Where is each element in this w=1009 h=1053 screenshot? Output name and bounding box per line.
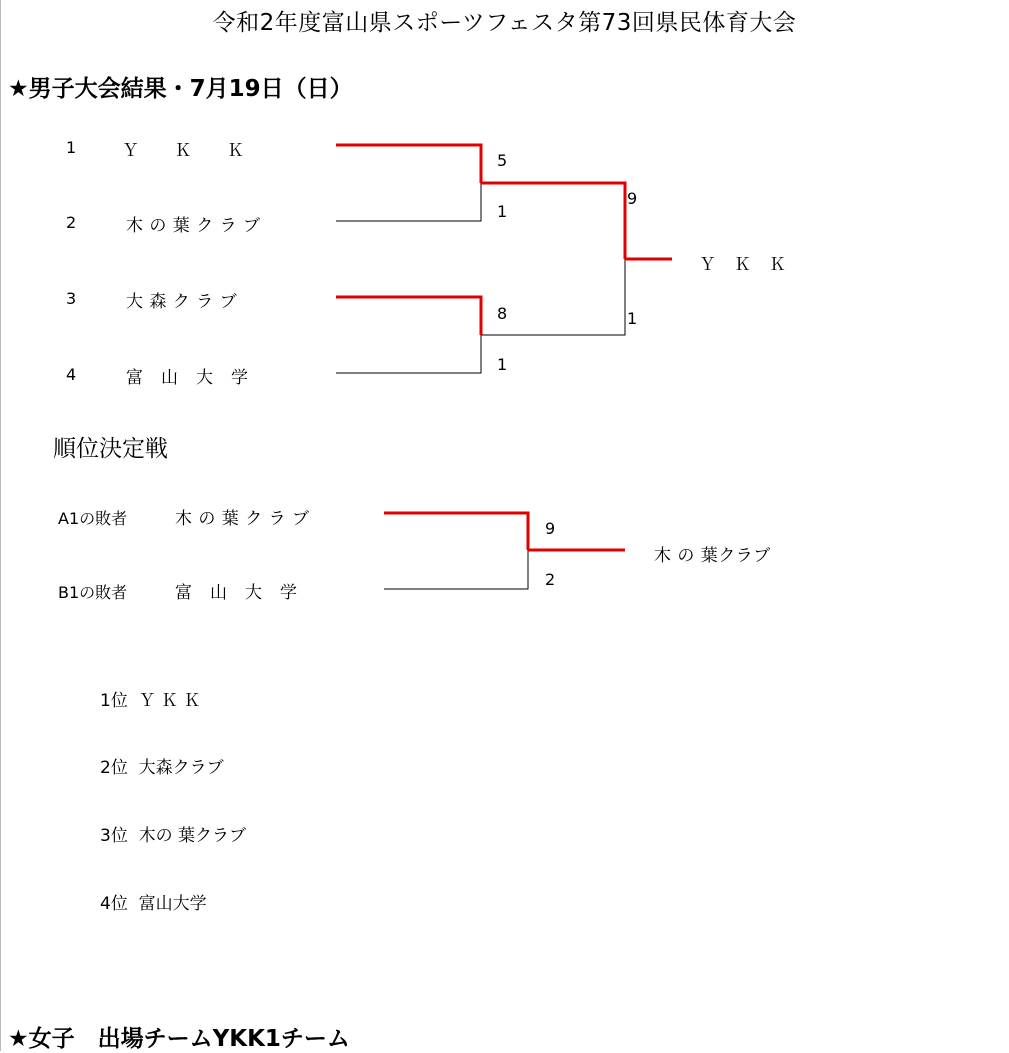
ranking-place: 3位 [100,826,128,846]
bracket-team-toyama-univ: 富 山 大 学 [126,368,249,388]
match-score: 9 [545,519,556,538]
bracket-line-loser [481,259,625,335]
match-score: 1 [497,202,508,221]
seed-number: 2 [66,213,77,232]
match-score: 1 [497,355,508,374]
placement-winner: 木 の 葉クラブ [654,546,771,566]
match-score: 5 [497,151,508,170]
placement-entry-label: B1の敗者 [58,583,128,602]
match-score: 9 [627,189,638,208]
page-title: 令和2年度富山県スポーツフェスタ第73回県民体育大会 [212,10,797,36]
ranking-team: 木の 葉クラブ [138,826,247,846]
bracket-line-loser [384,550,528,589]
bracket-line-winner [336,297,481,335]
ranking-team: 富山大学 [138,894,207,914]
seed-number: 1 [66,138,77,157]
match-score: 1 [627,309,638,328]
placement-team-konoha: 木 の 葉 ク ラ ブ [175,509,310,529]
bracket-line-winner [384,513,528,550]
bracket-champion: Ｙ Ｋ Ｋ [699,255,787,275]
placement-team-toyama-univ: 富 山 大 学 [175,583,298,603]
ranking-place: 4位 [100,894,128,914]
match-score: 2 [545,570,556,589]
bracket-team-konoha: 木 の 葉 ク ラ ブ [126,216,261,236]
bracket-line-loser [336,183,481,221]
bracket-team-ykk: Ｙ Ｋ Ｋ [122,141,245,161]
seed-number: 3 [66,289,77,308]
ranking-place: 2位 [100,758,128,778]
bracket-line-winner [481,183,625,259]
bracket-team-omori: 大 森 ク ラ ブ [126,292,238,312]
placement-entry-label: A1の敗者 [58,509,128,528]
match-score: 8 [497,304,508,323]
women-results-heading: ★女子 出場チームYKK1チーム [8,1026,350,1052]
seed-number: 4 [66,365,77,384]
placement-heading: 順位決定戦 [53,436,168,462]
bracket-line-winner [336,145,481,183]
bracket-line-loser [336,335,481,373]
men-results-heading: ★男子大会結果・7月19日（日） [8,76,353,102]
ranking-team: 大森クラブ [138,758,224,778]
ranking-place: 1位 [100,691,128,711]
ranking-team: Ｙ Ｋ Ｋ [138,691,201,711]
